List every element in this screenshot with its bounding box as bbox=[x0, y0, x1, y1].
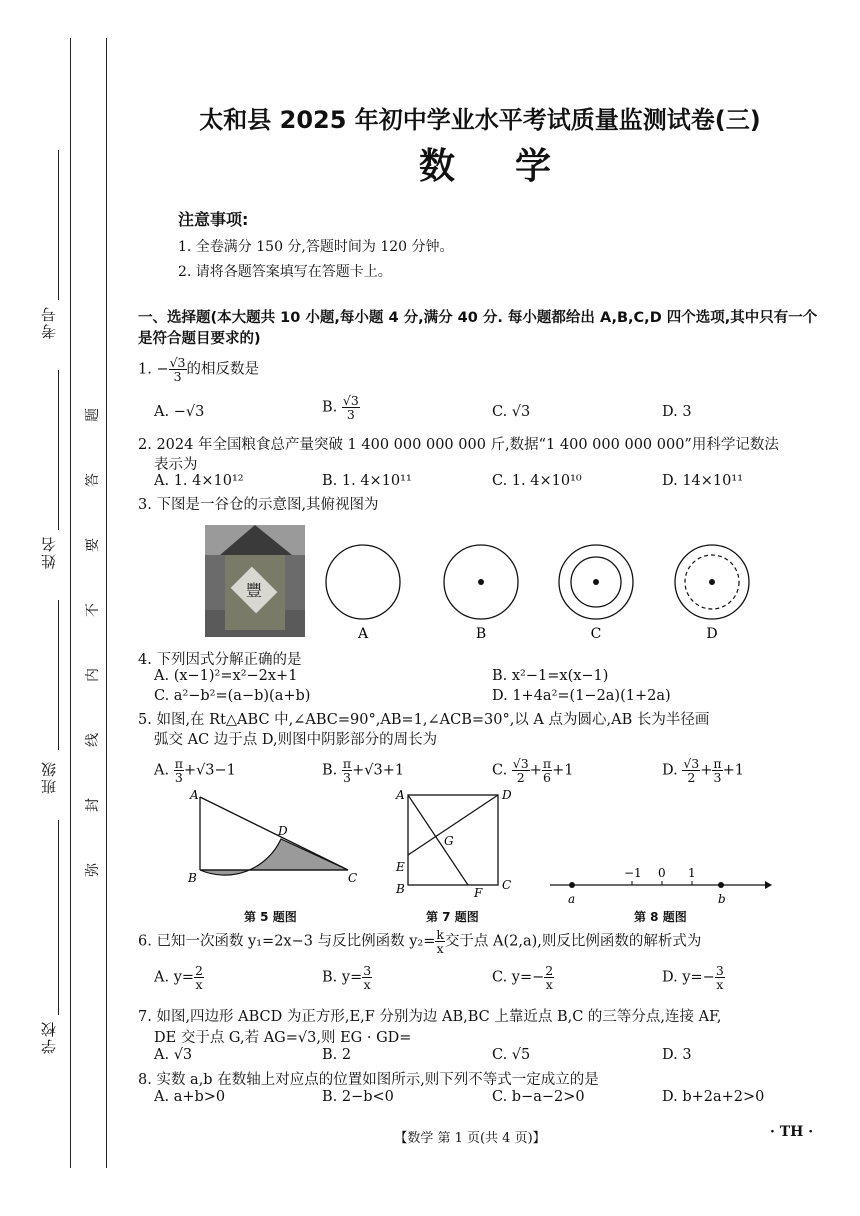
q2-option-c: C. 1. 4×10¹⁰ bbox=[492, 473, 582, 489]
fig8-label-0: 0 bbox=[658, 866, 666, 880]
question-5-stem: 5. 如图,在 Rt△ABC 中,∠ABC=90°,AB=1,∠ACB=30°,以 A 点为圆心,AB 长为半径画 bbox=[138, 712, 710, 728]
option-c-circles bbox=[559, 545, 633, 619]
xuexiao-underline bbox=[58, 820, 59, 1015]
fig7-label-f: F bbox=[474, 886, 483, 900]
q4-option-d: D. 1+4a²=(1−2a)(1+2a) bbox=[492, 688, 671, 704]
binding-line-left bbox=[70, 38, 71, 1168]
page-footer: 【数学 第 1 页(共 4 页)】 bbox=[394, 1131, 546, 1146]
q1-option-a: A. −√3 bbox=[154, 404, 205, 420]
seal-char: 线 bbox=[85, 733, 101, 747]
question-3-stem: 3. 下图是一谷仓的示意图,其俯视图为 bbox=[138, 497, 379, 513]
xingming-underline bbox=[58, 370, 59, 530]
q7-option-a: A. √3 bbox=[154, 1047, 193, 1063]
q2-option-b: B. 1. 4×10¹¹ bbox=[322, 473, 412, 489]
notice-item: 1. 全卷满分 150 分,答题时间为 120 分钟。 bbox=[178, 239, 454, 255]
seal-char: 题 bbox=[85, 408, 101, 422]
question-2-stem-cont: 表示为 bbox=[154, 457, 198, 473]
footer-mark: · TH · bbox=[770, 1124, 814, 1140]
figure-7 bbox=[395, 788, 512, 900]
q6-option-d: D. y=− $\frac{3}{x}$ bbox=[662, 963, 724, 992]
q6-option-a: A. y= $\frac{2}{x}$ bbox=[154, 963, 203, 992]
q5-option-c: C. $\frac{√3}{2}$ + $\frac{\pi}{6}$ +1 bbox=[492, 756, 574, 785]
question-1-stem: 1. − $\frac{√3}{3}$ 的相反数是 bbox=[138, 355, 260, 384]
seal-char: 答 bbox=[85, 473, 101, 487]
banji-label: 班级 bbox=[40, 760, 58, 794]
q7-option-d: D. 3 bbox=[662, 1047, 692, 1063]
fig7-label-g: G bbox=[444, 834, 454, 848]
xingming-label: 姓名 bbox=[40, 535, 58, 569]
banji-underline bbox=[58, 600, 59, 750]
kaohao-label: 考号 bbox=[40, 305, 58, 339]
option-b-circle bbox=[444, 545, 518, 619]
question-7-stem: 7. 如图,四边形 ABCD 为正方形,E,F 分别为边 AB,BC 上靠近点 B,C 的三等分点,连接 AF, bbox=[138, 1009, 722, 1025]
seal-char: 弥 bbox=[85, 863, 101, 877]
seal-char: 不 bbox=[85, 603, 101, 617]
q8-option-a: A. a+b>0 bbox=[154, 1089, 226, 1105]
figure-5 bbox=[187, 788, 357, 885]
q5-option-d: D. $\frac{√3}{2}$ + $\frac{\pi}{3}$ +1 bbox=[662, 756, 744, 785]
option-a-circle bbox=[326, 545, 400, 619]
q7-option-c: C. √5 bbox=[492, 1047, 531, 1063]
fig8-label-1: 1 bbox=[688, 866, 696, 880]
kaohao-underline bbox=[58, 150, 59, 300]
seal-char: 封 bbox=[85, 798, 101, 812]
q4-option-c: C. a²−b²=(a−b)(a+b) bbox=[154, 688, 311, 704]
fig7-label-c: C bbox=[502, 878, 512, 892]
fig8-caption: 第 8 题图 bbox=[634, 910, 687, 924]
option-d-circles bbox=[675, 545, 749, 619]
fig8-label-a: a bbox=[568, 892, 576, 906]
fig5-label-d: D bbox=[278, 824, 288, 838]
question-2-stem: 2. 2024 年全国粮食总产量突破 1 400 000 000 000 斤,数据“1 400 000 000 000”用科学记数法 bbox=[138, 437, 779, 453]
granary-sign-text: 豐 bbox=[245, 581, 263, 600]
fig7-caption: 第 7 题图 bbox=[426, 910, 479, 924]
figures-row bbox=[180, 785, 780, 925]
q6-option-c: C. y=− $\frac{2}{x}$ bbox=[492, 963, 554, 992]
q4-option-a: A. (x−1)²=x²−2x+1 bbox=[154, 668, 298, 684]
q2-option-a: A. 1. 4×10¹² bbox=[154, 473, 244, 489]
q5-option-b: B. $\frac{\pi}{3}$ +√3+1 bbox=[322, 756, 405, 785]
q3-figure bbox=[200, 520, 760, 645]
q3-label-d: D bbox=[706, 626, 718, 642]
section-heading: 一、选择题(本大题共 10 小题,每小题 4 分,满分 40 分. 每小题都给出 A,B,C,D 四个选项,其中只有一个是符合题目要求的) bbox=[138, 310, 818, 347]
q7-option-b: B. 2 bbox=[322, 1047, 352, 1063]
fig5-label-b: B bbox=[188, 871, 197, 885]
q8-option-d: D. b+2a+2>0 bbox=[662, 1089, 765, 1105]
subject-title: 数学 bbox=[418, 146, 611, 187]
q6-option-b: B. y= $\frac{3}{x}$ bbox=[322, 963, 372, 992]
granary-photo bbox=[205, 525, 305, 637]
question-6-stem: 6. 已知一次函数 y₁=2x−3 与反比例函数 y₂= $\frac{k}{x}$ 交于点 A(2,a),则反比例函数的解析式为 bbox=[138, 927, 702, 956]
q3-label-b: B bbox=[475, 626, 487, 642]
question-5-stem-cont: 弧交 AC 边于点 D,则图中阴影部分的周长为 bbox=[154, 732, 438, 748]
q1-option-d: D. 3 bbox=[662, 404, 692, 420]
q8-option-c: C. b−a−2>0 bbox=[492, 1089, 585, 1105]
fig5-label-c: C bbox=[348, 871, 358, 885]
fig8-label-neg1: −1 bbox=[624, 866, 642, 880]
q3-label-a: A bbox=[357, 626, 369, 642]
q2-option-d: D. 14×10¹¹ bbox=[662, 473, 744, 489]
seal-char: 要 bbox=[85, 538, 101, 552]
q3-label-c: C bbox=[590, 626, 602, 642]
exam-title: 太和县 2025 年初中学业水平考试质量监测试卷(三) bbox=[199, 106, 761, 134]
notice-item: 2. 请将各题答案填写在答题卡上。 bbox=[178, 264, 392, 280]
fig7-label-a: A bbox=[396, 788, 405, 802]
q4-option-b: B. x²−1=x(x−1) bbox=[492, 668, 609, 684]
figure-8-number-line bbox=[550, 866, 772, 906]
seal-char: 内 bbox=[85, 668, 101, 682]
xuexiao-label: 学校 bbox=[40, 1020, 58, 1054]
q5-option-a: A. $\frac{\pi}{3}$ +√3−1 bbox=[154, 756, 236, 785]
question-8-stem: 8. 实数 a,b 在数轴上对应点的位置如图所示,则下列不等式一定成立的是 bbox=[138, 1072, 599, 1088]
fig7-label-d: D bbox=[502, 788, 512, 802]
question-4-stem: 4. 下列因式分解正确的是 bbox=[138, 652, 302, 668]
notice-heading: 注意事项: bbox=[178, 210, 249, 229]
q1-option-c: C. √3 bbox=[492, 404, 531, 420]
fig8-label-b: b bbox=[718, 892, 726, 906]
fig5-caption: 第 5 题图 bbox=[244, 910, 297, 924]
q8-option-b: B. 2−b<0 bbox=[322, 1089, 394, 1105]
fig7-label-e: E bbox=[396, 860, 405, 874]
fig7-label-b: B bbox=[396, 882, 405, 896]
fig5-label-a: A bbox=[190, 788, 199, 802]
binding-line-right bbox=[106, 38, 107, 1168]
q1-option-b: B. $\frac{√3}{3}$ bbox=[322, 393, 359, 422]
question-7-stem-cont: DE 交于点 G,若 AG=√3,则 EG · GD= bbox=[154, 1030, 412, 1046]
